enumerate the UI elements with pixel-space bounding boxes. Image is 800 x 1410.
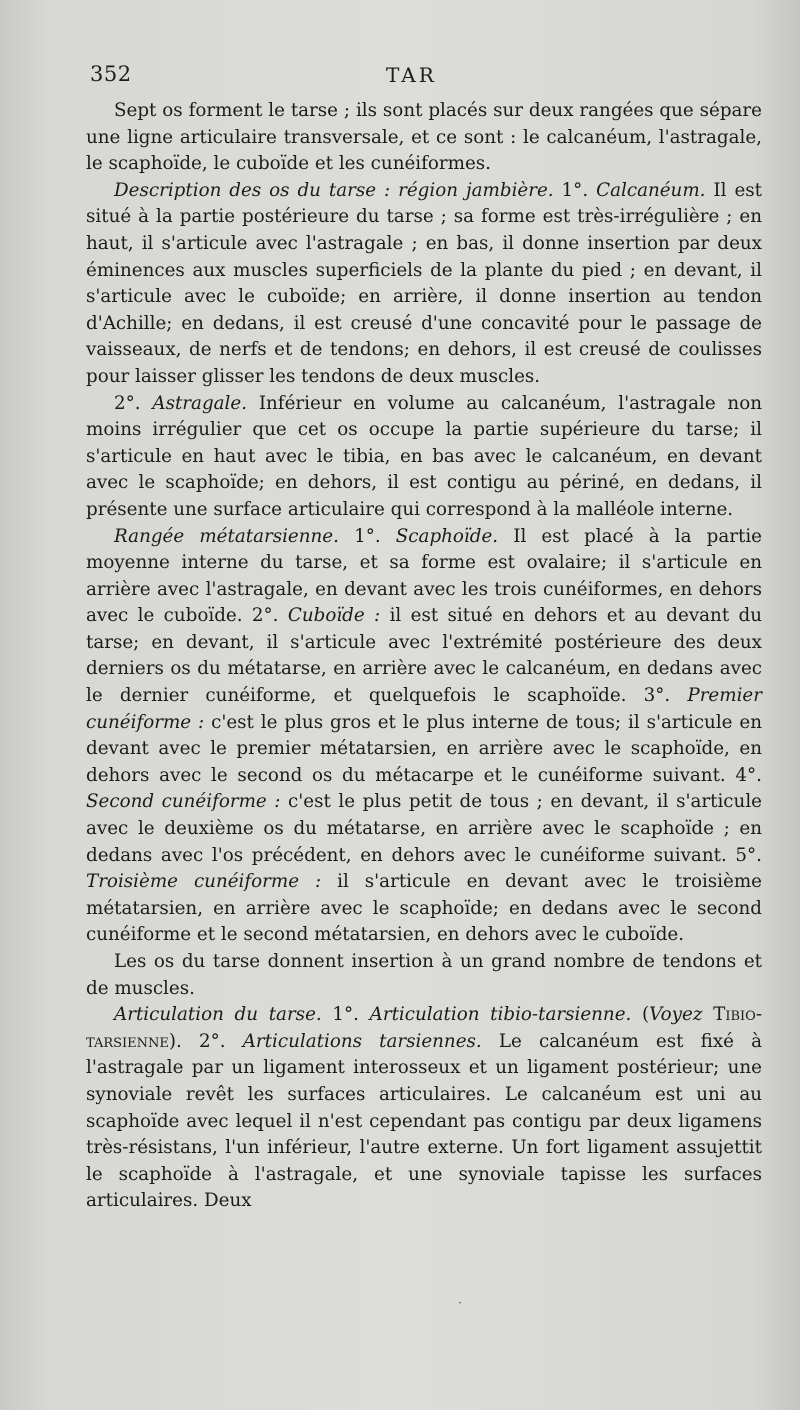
text-run: Il est situé à la partie postérieure du tarse ; sa forme est très-irrégulière ; en haut, il s'articule avec l'astragale ; en bas, il donne insertion par deux éminences aux muscles superficiels de la plante du pied ; en devant, il s'articule avec le cuboïde; en arrière, il donne insertion au tendon d'Achille; en dedans, il est creusé d'une concavité pour le passage de vaisseaux, de nerfs et de tendons; en dehors, il est creusé de coulisses pour laisser glisser les tendons de deux muscles. xyxy=(86,179,762,387)
italic-run: Second cunéiforme : xyxy=(86,791,281,813)
paragraph xyxy=(86,98,762,178)
page-number: 352 xyxy=(90,62,132,86)
paragraph xyxy=(86,391,762,524)
italic-run: Description des os du tarse : région jambière. xyxy=(114,179,554,201)
text-run: 1°. xyxy=(321,1004,370,1026)
text-run: ). 2°. xyxy=(168,1030,243,1052)
paragraph xyxy=(86,178,762,391)
text-run: Sept os forment le tarse ; ils sont placés sur deux rangées que sépare une ligne articulaire transversale, et ce sont : le calcanéum, l'astragale, le scaphoïde, le cuboïde et les cunéiformes. xyxy=(86,100,762,175)
text-run: Inférieur en volume au calcanéum, l'astragale non moins irrégulier que cet os occupe la partie supérieure du tarse; il s'articule en haut avec le tibia, en bas avec le calcanéum, en devant avec le scaphoïde; en dehors, il est contigu au périné, en dedans, il présente une surface articulaire qui correspond à la malléole interne. xyxy=(86,392,762,520)
text-run: c'est le plus gros et le plus interne de tous; il s'articule en devant avec le premier métatarsien, en arrière avec le scaphoïde, en dehors avec le second os du métacarpe et le cunéiforme suivant. 4°. xyxy=(86,711,762,786)
italic-run: Articulation tibio-tarsienne. xyxy=(369,1004,632,1026)
text-run: 1°. xyxy=(553,179,597,201)
page-header xyxy=(86,62,740,94)
text-run: c'est le plus petit de tous ; en devant, il s'articule avec le deuxième os du métatarse, en arrière avec le scaphoïde ; en dedans avec l'os précédent, en dehors avec le cunéiforme suivant. 5°. xyxy=(86,791,762,866)
text-run xyxy=(702,1004,713,1025)
italic-run: Troisième cunéiforme : xyxy=(86,871,322,893)
italic-run: Rangée métatarsienne. xyxy=(114,525,339,547)
italic-run: Articulation du tarse. xyxy=(114,1004,322,1026)
italic-run: Articulations tarsiennes. xyxy=(242,1030,482,1052)
text-run: Le calcanéum est fixé à l'astragale par un ligament interosseux et un ligament postérieur; une synoviale revêt les surfaces articulaires. Le calcanéum est uni au scaphoïde avec lequel il n'est cependant pas contigu par deux ligamens très-résistans, l'un inférieur, l'autre externe. Un fort ligament assujettit le scaphoïde à l'astragale, et une synoviale tapisse les surfaces articulaires. Deux xyxy=(86,1030,762,1212)
running-head: TAR xyxy=(386,63,437,87)
italic-run: Voyez xyxy=(649,1004,703,1026)
small-caps-run: Tibio-tarsienne xyxy=(86,1004,762,1052)
italic-run: Astragale. xyxy=(152,392,248,414)
italic-run: Scaphoïde. xyxy=(395,525,499,547)
italic-run: Premier cunéiforme : xyxy=(86,685,762,733)
body-text xyxy=(86,98,762,1215)
italic-run: Cuboïde : xyxy=(287,605,381,627)
text-run: 1°. xyxy=(338,525,396,547)
text-run: Il est placé à la partie moyenne interne du tarse, et sa forme est ovalaire; il s'articule en arrière avec l'astragale, en devant avec les trois cunéiformes, en dehors avec le cuboïde. 2°. xyxy=(86,525,762,627)
paragraph xyxy=(86,949,762,1002)
text-run: ( xyxy=(631,1004,650,1026)
paragraph xyxy=(86,524,762,950)
text-run: Les os du tarse donnent insertion à un grand nombre de tendons et de muscles. xyxy=(86,951,762,999)
print-speck: · xyxy=(458,1296,462,1310)
italic-run: Calcanéum. xyxy=(596,179,706,201)
paragraph xyxy=(86,1002,762,1215)
text-run: il s'articule en devant avec le troisième métatarsien, en arrière avec le scaphoïde; en dedans avec le second cunéiforme et le second métatarsien, en dehors avec le cuboïde. xyxy=(86,871,762,946)
text-run: il est situé en dehors et au devant du tarse; en devant, il s'articule avec l'extrémité postérieure des deux derniers os du métatarse, en arrière avec le calcanéum, en dedans avec le dernier cunéiforme, et quelquefois le scaphoïde. 3°. xyxy=(86,605,763,707)
text-run: 2°. xyxy=(114,392,153,414)
